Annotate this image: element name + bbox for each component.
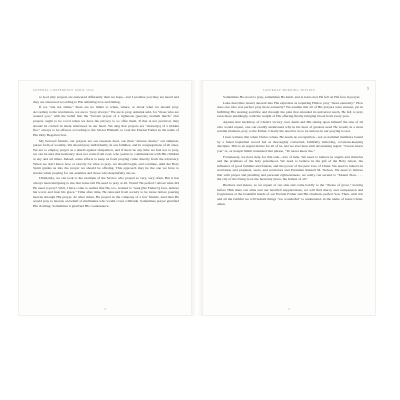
paragraph: Sometimes He stood to pray, sometimes He knelt, and at least once He fell on His face in prayer.	[223, 95, 361, 99]
page-number-left: 4	[104, 307, 106, 311]
right-page	[202, 80, 376, 316]
paragraph: Fortunately, we have help for this task—lots of help. We need to believe in angels and miracles and the promises of the holy priesthood. We need to believe in the gift of the Holy Ghost, the influence of good families and friends, and the power of the pure love of Christ. We need to believe in revelation and prophets, seers, and revelators and President Russell M. Nelson. We need to believe that with prayer and pleading and personal righteousness, we really can ascend to "Mount Zion, . . . the city of the living God, the heavenly place, the holiest of all."	[217, 154, 363, 182]
paragraph: Brothers and sisters, as we repent of our sins and come boldly to the "throne of grace," leaving before Him there our alms and our heartfelt supplications, we will find mercy and compassion and forgiveness at the bountiful hands of our Eternal Father and His obedient, perfect Son. Then, with Job and all the faithful we will behold things "too wonderful" to understand, in the name of Jesus Christ, amen.	[217, 183, 363, 206]
book-gutter	[192, 80, 202, 316]
paragraph: Against that backdrop of Christ's victory over death and His taking upon himself the sins of all who would repent, one can readily understand why in his hour of greatest need He would, in a most solemn moment, pray to the Father. Clearly the need for us to be serious in our praying is real.	[217, 120, 363, 134]
page-number-top-right: 5	[367, 86, 369, 91]
running-head-right: SATURDAY MORNING SESSION	[262, 89, 316, 92]
paragraph: My beloved friends, our prayers are our sweetest hour, our most "sincere desire," our simplest, purest form of worship. We should pray individually, in our families, and in congregations of all sizes. We are to employ prayer as a shield against temptation, and if there be any time we feel not to pray, we can be sure that hesitancy does not come from God, who yearns to communicate with His children at any and all times. Indeed, some efforts to keep us from praying come directly from the adversary. When we don't know how or exactly for what to pray, we should begin, and continue, until the Holy Spirit guides us into the prayer we should be offering. This approach may be the one we have to invoke when praying for our enemies and those who despitefully use us.	[33, 138, 179, 175]
paragraph: Luke describes Jesus's descent into His expiation as requiring Him to pray "more earnestly." How does one who was perfect pray more earnestly? We assume that all of His prayers were earnest, yet in fulfilling His atoning sacrifice and through the pain that attended its universal reach, He felt to pray even more pleadingly, with the weight of His offering finally bringing blood from every pore.	[217, 100, 363, 119]
paragraph: If we "ask not amiss," there are no limits to when, where, or about what we should pray. According to the revelations, we are to "pray always." We are to pray, Amulek said, for "those who are around you," with the belief that the "fervent prayer of a righteous [person] availeth much." Our prayers ought to be vocal when we have the privacy to so offer them. If that is not practical, they should be carried in silent utterances in our heart. We sing that prayers are "motion[s] of a hidden fire," always to be offered, according to the Savior Himself, to God the Eternal Father in the name of His Only Begotten Son.	[33, 105, 179, 137]
paragraph: to God why prayers are answered differently than we hope—but I promise you they are heard and they are answered according to His unfailing love and timing.	[33, 95, 179, 104]
book-spread	[18, 80, 382, 316]
right-page-body	[217, 95, 363, 305]
running-head-left: GENERAL CONFERENCE APRIL 2024	[33, 89, 94, 92]
paragraph: I bear witness that when Christ comes, He needs no recognition—not as nominal members bound by a faded baptismal record but as thoroughly converted, faithfully believing, covenant-keeping disciples. This is an urgent matter for all of us, lest we ever hear with devastating regret: "I never knew you" or, as Joseph Smith translated that phrase, "Ye never knew me."	[217, 135, 363, 153]
left-page-body	[33, 95, 179, 305]
page-number-right: 5	[288, 307, 290, 311]
paragraph: Ultimately, we can look to the example of the Savior, who prayed so very, very often. But it has always been intriguing to me that Jesus felt He need to pray at all. Wasn't He perfect? About what did He need to pray? Well, I have come to realize that He, too, wanted to "seek [the Father's] face, believe his word, and trust his grace." Time after time, He retreated from society to be alone before pouring heaven through His prayer. At other times, He prayed in the company of a few friends. And then He would pray to heaven on behalf of multitudes who would cover a hillside. Sometimes prayer glorified His clothing. Sometimes it glorified His countenance.	[33, 176, 179, 208]
left-page	[18, 80, 192, 316]
